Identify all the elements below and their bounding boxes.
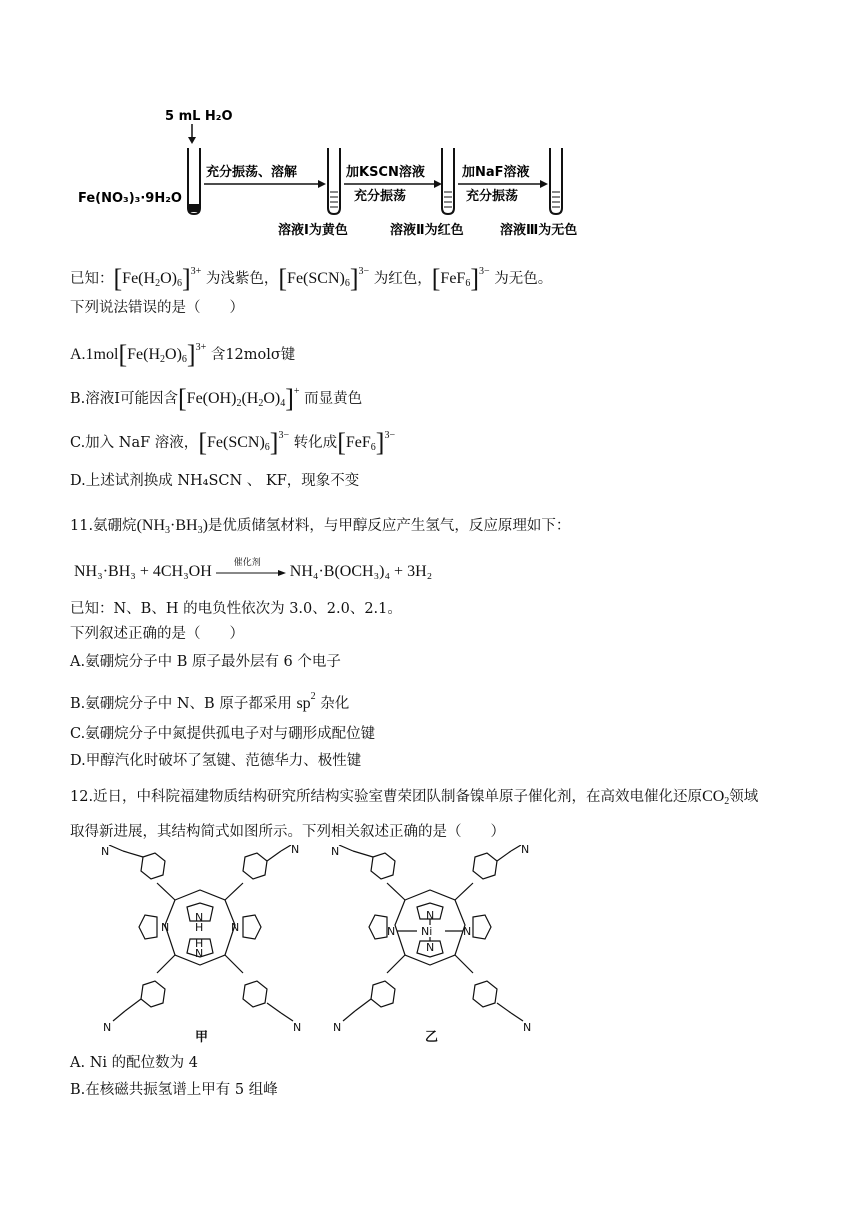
q10-stem: 下列说法错误的是（ ） <box>70 300 244 316</box>
structure-yi <box>325 845 535 1045</box>
svg-text:H: H <box>195 921 204 934</box>
label-yi: 乙 <box>425 1030 439 1045</box>
svg-text:N: N <box>291 845 300 856</box>
q11-stem: 11.氨硼烷$(NH_3\cdot BH_3)$是优质储氢材料，与甲醇反应产生氢气，反应原理如下： <box>70 517 571 536</box>
svg-text:N: N <box>293 1021 302 1034</box>
catalyst-label: 催化剂 <box>233 557 261 568</box>
step3-bottom-label: 充分振荡 <box>466 189 519 204</box>
experiment-diagram <box>70 100 630 245</box>
svg-text:Ni: Ni <box>421 925 433 938</box>
svg-text:N: N <box>426 909 435 922</box>
q11-option-d: D.甲醇汽化时破坏了氢键、范德华力、极性键 <box>70 753 362 769</box>
svg-text:N: N <box>231 921 240 934</box>
q10-option-b: B.溶液Ⅰ可能因含$[Fe(OH)_2(H_2O)_4]^+$ 而显黄色 <box>70 384 363 413</box>
q10-known: 已知：$[Fe(H_2O)_6]^{3+}$ 为浅紫色，$[Fe(SCN)_6]^{3-}$ 为红色，$[FeF_6]^{3-}$ 为无色。 <box>70 264 553 293</box>
result-2: 溶液Ⅱ为红色 <box>390 223 464 238</box>
test-tube-1 <box>188 148 200 214</box>
step3-top-label: 加NaF溶液 <box>462 165 530 180</box>
svg-text:N: N <box>103 1021 112 1034</box>
q10-option-c: C.加入 NaF 溶液，$[Fe(SCN)_6]^{3-}$ 转化成$[FeF_6]^{3-}$ <box>70 428 396 457</box>
q10-option-a: $A.1mol[Fe(H_2O)_6]^{3+}$ 含12molσ键 <box>70 340 296 369</box>
water-label: 5 mL H₂O <box>165 109 233 124</box>
svg-text:N: N <box>161 921 170 934</box>
svg-text:N: N <box>333 1021 342 1034</box>
q11-ask: 下列叙述正确的是（ ） <box>70 626 244 642</box>
svg-text:N: N <box>331 845 340 858</box>
svg-text:N: N <box>387 925 396 938</box>
q11-known: 已知：N、B、H 的电负性依次为 3.0、2.0、2.1。 <box>70 601 402 617</box>
step2-bottom-label: 充分振荡 <box>354 189 407 204</box>
test-tube-4 <box>550 148 562 214</box>
reagent-label: Fe(NO₃)₃·9H₂O <box>78 191 182 206</box>
test-tube-3 <box>442 148 454 214</box>
svg-text:N: N <box>463 925 472 938</box>
q12-option-b: B.在核磁共振氢谱上甲有 5 组峰 <box>70 1082 278 1098</box>
svg-text:N: N <box>523 1021 532 1034</box>
q11-equation: NH₃·BH₃ + 4CH₃OH 催化剂 NH₄·B(OCH₃)₄ + 3H₂ <box>74 562 432 582</box>
step2-top-label: 加KSCN溶液 <box>346 165 425 180</box>
test-tube-2 <box>328 148 340 214</box>
q12-option-a: A. Ni 的配位数为 4 <box>70 1055 198 1071</box>
q12-stem-line1: 12.近日，中科院福建物质结构研究所结构实验室曹荣团队制备镍单原子催化剂，在高效电催化还原$CO_2$领域 <box>70 788 759 807</box>
svg-text:N: N <box>195 911 204 924</box>
result-1: 溶液Ⅰ为黄色 <box>278 223 348 238</box>
q10-option-d: D.上述试剂换成 NH₄SCN 、 KF，现象不变 <box>70 473 360 489</box>
structure-jia <box>95 845 305 1045</box>
label-jia: 甲 <box>195 1030 209 1045</box>
q12-stem-line2: 取得新进展，其结构简式如图所示。下列相关叙述正确的是（ ） <box>70 824 505 840</box>
q11-option-b: B.氨硼烷分子中 N、B 原子都采用 $sp^2$ 杂化 <box>70 691 350 712</box>
q11-option-a: A.氨硼烷分子中 B 原子最外层有 6 个电子 <box>70 654 341 670</box>
svg-text:N: N <box>101 845 110 858</box>
result-3: 溶液Ⅲ为无色 <box>500 223 578 238</box>
svg-text:N: N <box>426 941 435 954</box>
step1-label: 充分振荡、溶解 <box>206 165 298 180</box>
svg-text:N: N <box>521 845 530 856</box>
svg-text:H: H <box>195 937 204 950</box>
q11-option-c: C.氨硼烷分子中氮提供孤电子对与硼形成配位键 <box>70 726 376 742</box>
svg-text:N: N <box>195 947 204 960</box>
